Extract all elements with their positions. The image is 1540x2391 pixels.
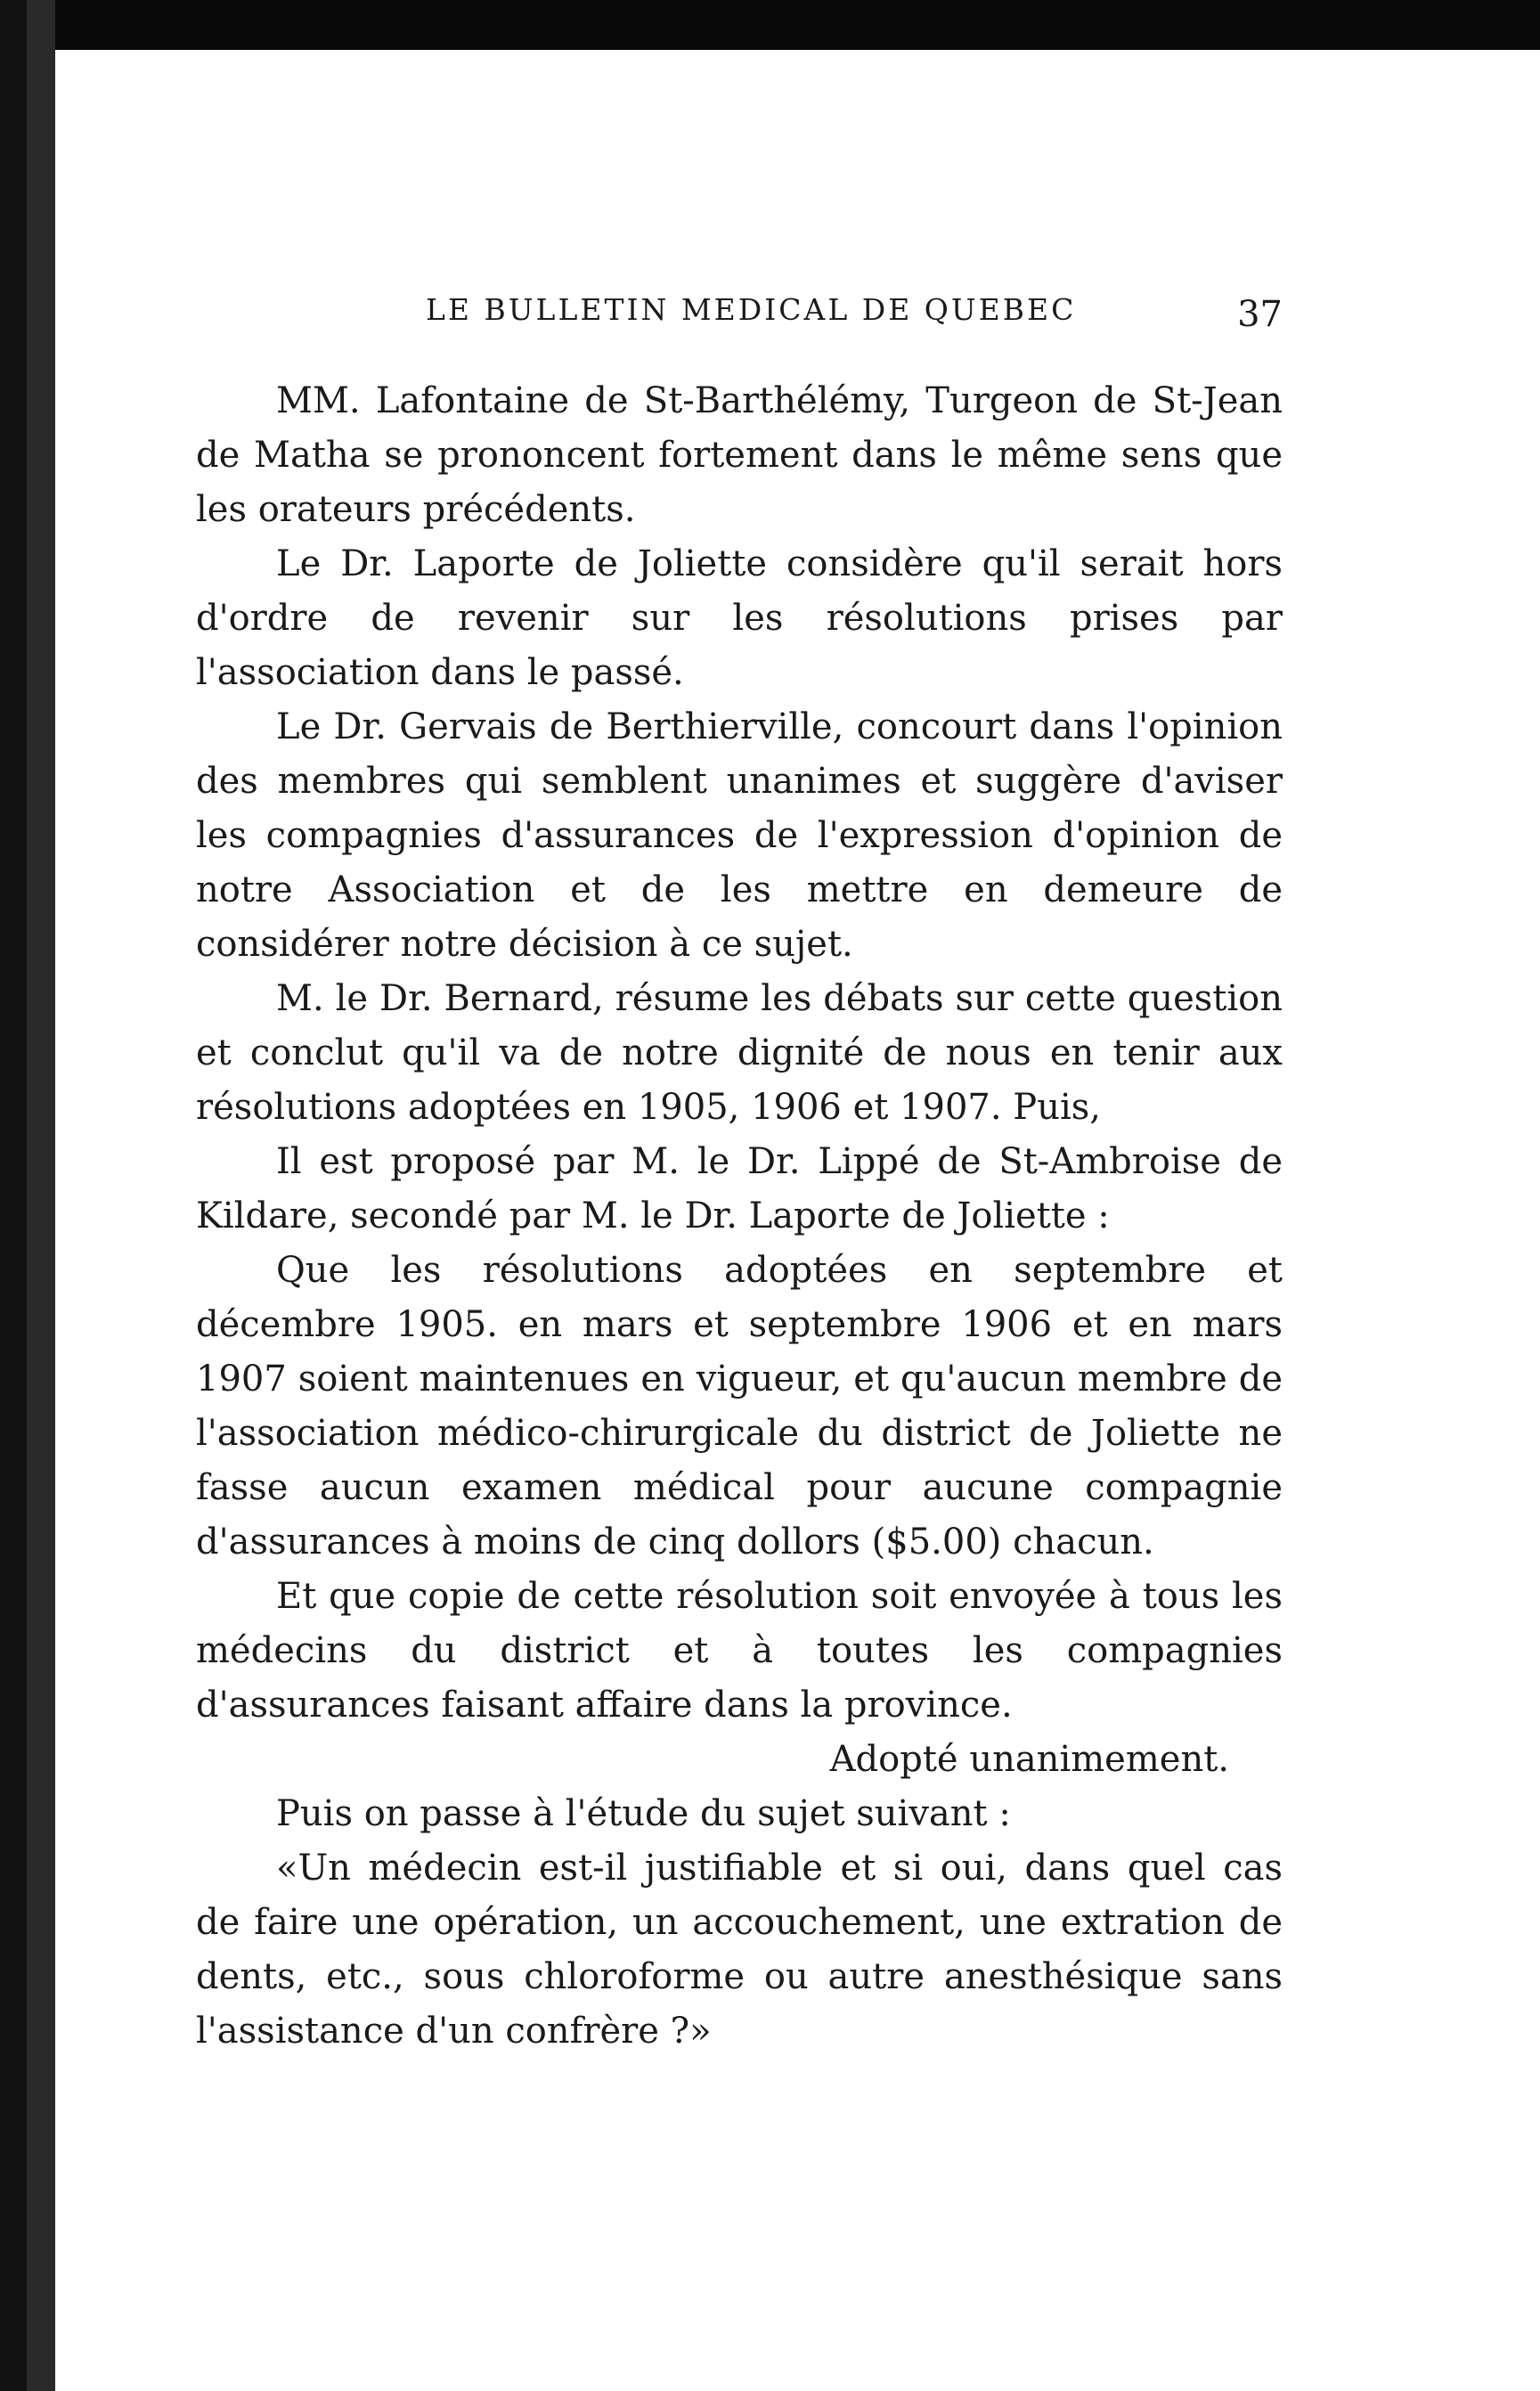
- scan-border-top: [0, 0, 1540, 50]
- page-number: 37: [1237, 294, 1283, 335]
- adoption-note: Adopté unanimement.: [829, 1739, 1229, 1780]
- running-title: LE BULLETIN MEDICAL DE QUEBEC: [426, 292, 1077, 327]
- scan-border-left: [0, 0, 55, 2391]
- paragraph: Il est proposé par M. le Dr. Lippé de St-Ambroise de Kildare, secondé par M. le Dr. Laporte de Joliette :: [196, 1141, 1283, 1236]
- page-header: [196, 267, 1283, 374]
- paragraph: Le Dr. Laporte de Joliette considère qu'il serait hors d'ordre de revenir sur les résolutions prises par l'association dans le passé.: [196, 543, 1283, 693]
- paragraph: MM. Lafontaine de St-Barthélémy, Turgeon de St-Jean de Matha se prononcent fortement dans le même sens que les orateurs précédents.: [196, 380, 1283, 530]
- paragraph: Et que copie de cette résolution soit envoyée à tous les médecins du district et à toutes les compagnies d'assurances faisant affaire dans la province.: [196, 1576, 1283, 1726]
- paragraph: Le Dr. Gervais de Berthierville, concourt dans l'opinion des membres qui semblent unanimes et suggère d'aviser les compagnies d'assurances de l'expression d'opinion de notre Association et de les mettre en demeure de considérer notre décision à ce sujet.: [196, 706, 1283, 965]
- paragraph: Puis on passe à l'étude du sujet suivant :: [276, 1793, 1011, 1834]
- body-text: [196, 374, 1283, 2059]
- paragraph: «Un médecin est-il justifiable et si oui, dans quel cas de faire une opération, un accouchement, une extration de dents, etc., sous chloroforme ou autre anesthésique sans l'assistance d'un confrère ?»: [196, 1848, 1283, 2052]
- book-page: [196, 267, 1283, 2059]
- paragraph: M. le Dr. Bernard, résume les débats sur cette question et conclut qu'il va de notre dignité de nous en tenir aux résolutions adoptées en 1905, 1906 et 1907. Puis,: [196, 978, 1283, 1128]
- paragraph: Que les résolutions adoptées en septembre et décembre 1905. en mars et septembre 1906 et en mars 1907 soient maintenues en vigueur, et qu'aucun membre de l'association médico-chirurgicale du district de Joliette ne fasse aucun examen médical pour aucune compagnie d'assurances à moins de cinq dollors ($5.00) chacun.: [196, 1250, 1283, 1563]
